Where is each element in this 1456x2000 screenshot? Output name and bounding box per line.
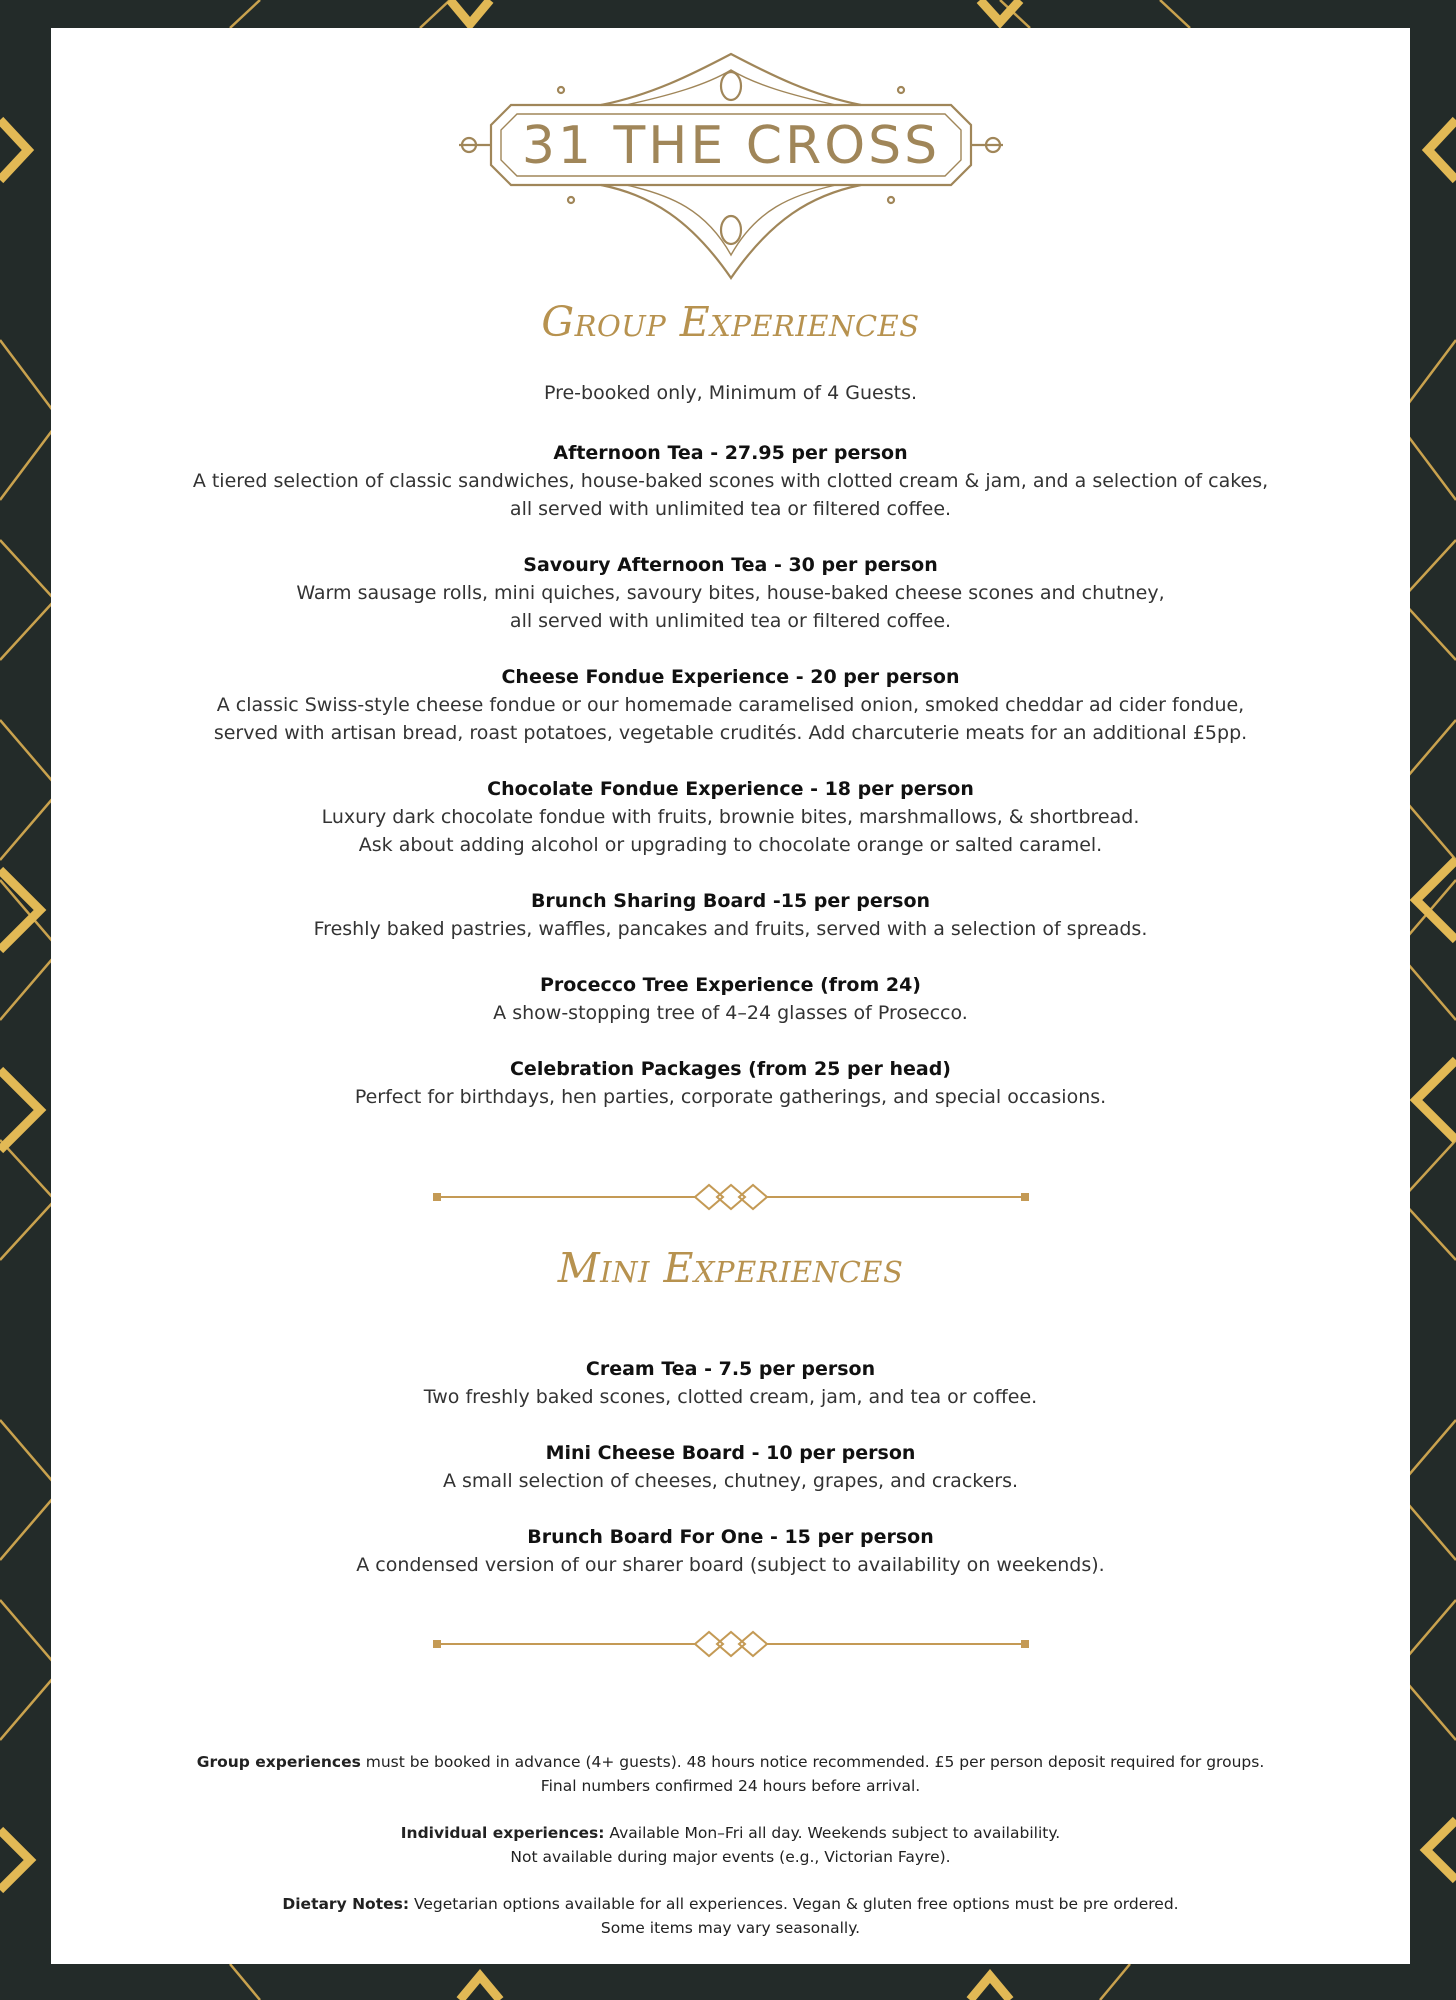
note-dietary bbox=[51, 1892, 1410, 1940]
note-individual-experiences bbox=[51, 1821, 1410, 1869]
note-text: Some items may vary seasonally. bbox=[600, 1919, 861, 1937]
item-description: A tiered selection of classic sandwiches, house-baked scones with clotted cream & jam, and a selection of cakes, bbox=[192, 470, 1269, 492]
note-label: Dietary Notes: bbox=[282, 1895, 410, 1913]
item-description: A classic Swiss-style cheese fondue or our homemade caramelised onion, smoked cheddar ad cider fondue, bbox=[216, 694, 1245, 716]
menu-item bbox=[51, 1439, 1410, 1495]
menu-item bbox=[51, 775, 1410, 859]
item-title: Mini Cheese Board - 10 per person bbox=[545, 1442, 916, 1464]
menu-item bbox=[51, 971, 1410, 1027]
note-text: Vegetarian options available for all experiences. Vegan & gluten free options must be pre ordered. bbox=[409, 1895, 1179, 1913]
note-label: Group experiences bbox=[196, 1753, 361, 1771]
item-title: Celebration Packages (from 25 per head) bbox=[509, 1058, 951, 1080]
item-description: Freshly baked pastries, waffles, pancakes and fruits, served with a selection of spreads. bbox=[313, 918, 1148, 940]
note-text: Available Mon–Fri all day. Weekends subject to availability. bbox=[604, 1824, 1061, 1842]
item-title: Brunch Sharing Board -15 per person bbox=[530, 890, 931, 912]
item-description: served with artisan bread, roast potatoes, vegetable crudités. Add charcuterie meats for an additional £5pp. bbox=[213, 722, 1248, 744]
group-items bbox=[51, 439, 1410, 1139]
ornamental-divider bbox=[433, 1182, 1029, 1212]
note-label: Individual experiences: bbox=[400, 1824, 605, 1842]
menu-item bbox=[51, 887, 1410, 943]
item-description: Ask about adding alcohol or upgrading to chocolate orange or salted caramel. bbox=[358, 834, 1103, 856]
ornamental-divider bbox=[433, 1629, 1029, 1659]
mini-experiences-title: Mini Experiences bbox=[557, 1244, 904, 1292]
note-text: Final numbers confirmed 24 hours before arrival. bbox=[540, 1777, 921, 1795]
menu-item bbox=[51, 439, 1410, 523]
item-description: Warm sausage rolls, mini quiches, savoury bites, house-baked cheese scones and chutney, bbox=[296, 582, 1165, 604]
item-title: Savoury Afternoon Tea - 30 per person bbox=[523, 554, 938, 576]
brand-logo-text: 31 THE CROSS bbox=[521, 116, 941, 176]
item-description: A small selection of cheeses, chutney, grapes, and crackers. bbox=[442, 1470, 1019, 1492]
item-description: all served with unlimited tea or filtered coffee. bbox=[509, 498, 952, 520]
menu-item bbox=[51, 1055, 1410, 1111]
mini-items bbox=[51, 1355, 1410, 1607]
note-group-experiences bbox=[51, 1750, 1410, 1798]
item-description: A show-stopping tree of 4–24 glasses of Prosecco. bbox=[493, 1002, 968, 1024]
item-title: Cheese Fondue Experience - 20 per person bbox=[501, 666, 960, 688]
brand-logo bbox=[451, 50, 1011, 282]
item-description: A condensed version of our sharer board (subject to availability on weekends). bbox=[356, 1554, 1105, 1576]
group-experiences-title: Group Experiences bbox=[541, 298, 920, 346]
item-title: Cream Tea - 7.5 per person bbox=[585, 1358, 876, 1380]
item-description: Perfect for birthdays, hen parties, corporate gatherings, and special occasions. bbox=[354, 1086, 1107, 1108]
note-text: must be booked in advance (4+ guests). 48 hours notice recommended. £5 per person deposit required for groups. bbox=[360, 1753, 1265, 1771]
menu-item bbox=[51, 1523, 1410, 1579]
menu-item bbox=[51, 663, 1410, 747]
group-intro: Pre-booked only, Minimum of 4 Guests. bbox=[543, 382, 918, 404]
item-description: Luxury dark chocolate fondue with fruits, brownie bites, marshmallows, & shortbread. bbox=[321, 806, 1140, 828]
item-title: Procecco Tree Experience (from 24) bbox=[539, 974, 921, 996]
note-text: Not available during major events (e.g., Victorian Fayre). bbox=[510, 1848, 951, 1866]
item-title: Chocolate Fondue Experience - 18 per person bbox=[487, 778, 974, 800]
item-title: Brunch Board For One - 15 per person bbox=[527, 1526, 934, 1548]
booking-notes bbox=[51, 1750, 1410, 1963]
item-title: Afternoon Tea - 27.95 per person bbox=[553, 442, 908, 464]
menu-item bbox=[51, 1355, 1410, 1411]
menu-item bbox=[51, 551, 1410, 635]
item-description: Two freshly baked scones, clotted cream, jam, and tea or coffee. bbox=[423, 1386, 1038, 1408]
item-description: all served with unlimited tea or filtered coffee. bbox=[509, 610, 952, 632]
menu-page bbox=[51, 28, 1410, 1964]
